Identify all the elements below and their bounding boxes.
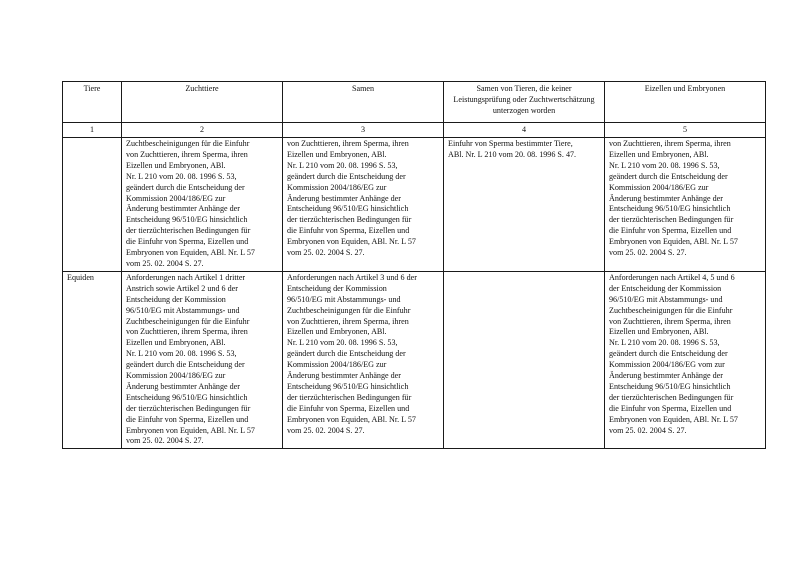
cell-eizellen: [605, 271, 766, 449]
cell-samen: [283, 138, 444, 272]
column-number: 3: [283, 123, 444, 138]
column-number: 1: [63, 123, 122, 138]
cell-text: Equiden: [67, 272, 94, 282]
cell-zuchttiere: [122, 271, 283, 449]
cell-tiere: [63, 271, 122, 449]
cell-eizellen: [605, 138, 766, 272]
header-row: [63, 82, 766, 123]
header-samen: Samen: [283, 82, 444, 123]
cell-samen: [283, 271, 444, 449]
header-zuchttiere: Zuchttiere: [122, 82, 283, 123]
cell-text: Anforderungen nach Artikel 3 und 6 der Entscheidung der Kommission 96/510/EG mit Abstammungs- und Zuchtbescheinigungen für die Einfuhr von Zuchttieren, ihrem Sperma, ihren Eizellen und Embryonen, ABl. Nr. L 210 vom 20. 08. 1996 S. 53, geändert durch die Entscheidung der Kommission 2004/186/EG zur Änderung bestimmter Anhänge der Entscheidung 96/510/EG hinsichtlich der tierzüchterischen Bedingungen für die Einfuhr von Sperma, Eizellen und Embryonen von Equiden, ABl. Nr. L 57 vom 25. 02. 2004 S. 27.: [287, 272, 417, 435]
cell-zuchttiere: [122, 138, 283, 272]
cell-text: Anforderungen nach Artikel 4, 5 und 6 der Entscheidung der Kommission 96/510/EG mit Abstammungs- und Zuchtbescheinigungen für die Einfuhr von Zuchttieren, ihrem Sperma, ihren Eizellen und Embryonen, ABl. Nr. L 210 vom 20. 08. 1996 S. 53, geändert durch die Entscheidung der Kommission 2004/186/EG vom zur Änderung bestimmter Anhänge der Entscheidung 96/510/EG hinsichtlich der tierzüchterischen Bedingungen für die Einfuhr von Sperma, Eizellen und Embryonen von Equiden, ABl. Nr. L 57 vom 25. 02. 2004 S. 27.: [609, 272, 738, 435]
cell-text: Anforderungen nach Artikel 1 dritter Anstrich sowie Artikel 2 und 6 der Entscheidung der Kommission 96/510/EG mit Abstammungs- und Zuchtbescheinigungen für die Einfuhr von Zuchttieren, ihrem Sperma, ihren Eizellen und Embryonen, ABl. Nr. L 210 vom 20. 08. 1996 S. 53, geändert durch die Entscheidung der Kommission 2004/186/EG zur Änderung bestimmter Anhänge der Entscheidung 96/510/EG hinsichtlich der tierzüchterischen Bedingungen für die Einfuhr von Sperma, Eizellen und Embryonen von Equiden, ABl. Nr. L 57 vom 25. 02. 2004 S. 27.: [126, 272, 255, 446]
cell-text: von Zuchttieren, ihrem Sperma, ihren Eizellen und Embryonen, ABl. Nr. L 210 vom 20. 08. 1996 S. 53, geändert durch die Entscheidung der Kommission 2004/186/EG zur Änderung bestimmter Anhänge der Entscheidung 96/510/EG hinsichtlich der tierzüchterischen Bedingungen für die Einfuhr von Sperma, Eizellen und Embryonen von Equiden, ABl. Nr. L 57 vom 25. 02. 2004 S. 27.: [609, 139, 738, 258]
cell-text: Zuchtbescheinigungen für die Einfuhr von Zuchttieren, ihrem Sperma, ihren Eizellen und Embryonen, ABl. Nr. L 210 vom 20. 08. 1996 S. 53, geändert durch die Entscheidung der Kommission 2004/186/EG zur Änderung bestimmter Anhänge der Entscheidung 96/510/EG hinsichtlich der tierzüchterischen Bedingungen für die Einfuhr von Sperma, Eizellen und Embryonen von Equiden, ABl. Nr. L 57 vom 25. 02. 2004 S. 27.: [126, 139, 255, 268]
header-samen-ohne-leistungspruefung: Samen von Tieren, die keiner Leistungsprüfung oder Zuchtwertschätzung unterzogen worden: [444, 82, 605, 123]
cell-text: Einfuhr von Sperma bestimmter Tiere, ABl. Nr. L 210 vom 20. 08. 1996 S. 47.: [448, 139, 577, 159]
cell-samen-ohne: [444, 271, 605, 449]
column-number: 2: [122, 123, 283, 138]
cell-samen-ohne: [444, 138, 605, 272]
column-number: 4: [444, 123, 605, 138]
column-number: 5: [605, 123, 766, 138]
cell-text: von Zuchttieren, ihrem Sperma, ihren Eizellen und Embryonen, ABl. Nr. L 210 vom 20. 08. 1996 S. 53, geändert durch die Entscheidung der Kommission 2004/186/EG zur Änderung bestimmter Anhänge der Entscheidung 96/510/EG hinsichtlich der tierzüchterischen Bedingungen für die Einfuhr von Sperma, Eizellen und Embryonen von Equiden, ABl. Nr. L 57 vom 25. 02. 2004 S. 27.: [287, 139, 416, 258]
regulation-table: [62, 81, 766, 449]
header-eizellen-embryonen: Eizellen und Embryonen: [605, 82, 766, 123]
cell-tiere: [63, 138, 122, 272]
table-row: [63, 138, 766, 272]
header-tiere: Tiere: [63, 82, 122, 123]
table-row: [63, 271, 766, 449]
column-number-row: [63, 123, 766, 138]
